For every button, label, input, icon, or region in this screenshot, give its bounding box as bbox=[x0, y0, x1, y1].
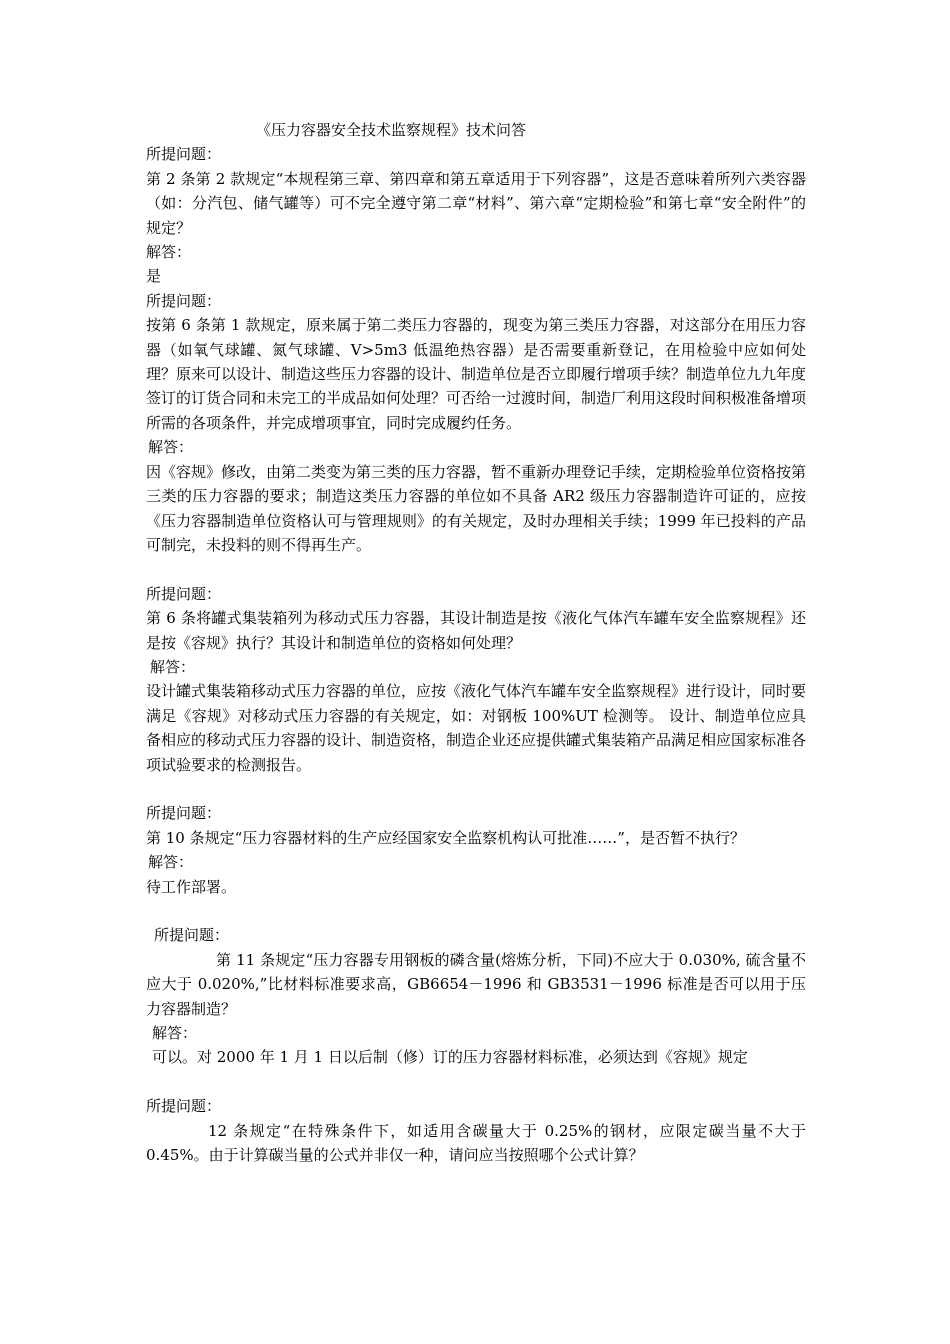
answer-label: 解答： bbox=[152, 1023, 198, 1042]
answer-text: 设计罐式集装箱移动式压力容器的单位，应按《液化气体汽车罐车安全监察规程》进行设计，同时要满足《容规》对移动式压力容器的有关规定，如：对钢板 100%UT 检测等。 设计、制造单位应具备相应的移动式压力容器的设计、制造资格，制造企业还应提供罐式集装箱产品满足相应国家标准各项试验要求的检测报告。 bbox=[146, 682, 807, 774]
question-label: 所提问题： bbox=[146, 804, 222, 823]
answer-label: 解答： bbox=[148, 853, 194, 872]
answer-text: 是 bbox=[146, 267, 162, 286]
paragraph-gap bbox=[146, 557, 806, 581]
question-text: 按第 6 条第 1 款规定，原来属于第二类压力容器的，现变为第三类压力容器，对这部分在用压力容器（如氧气球罐、氮气球罐、V>5m3 低温绝热容器）是否需要重新登记，在用检验中应如何处理？原来可以设计、制造这些压力容器的设计、制造单位是否立即履行增项手续？制造单位九九年度签订的订货合同和未完工的半成品如何处理？可否给一过渡时间，制造厂利用这段时间积极准备增项所需的各项条件，并完成增项事宜，同时完成履约任务。 bbox=[146, 316, 807, 432]
answer-label: 解答： bbox=[148, 438, 194, 457]
answer-text: 因《容规》修改，由第二类变为第三类的压力容器，暂不重新办理登记手续，定期检验单位资格按第三类的压力容器的要求；制造这类压力容器的单位如不具备 AR2 级压力容器制造许可证的，应按《压力容器制造单位资格认可与管理规则》的有关规定，及时办理相关手续；1999 年已投料的产品可制完，未投料的则不得再生产。 bbox=[146, 462, 807, 554]
answer-text: 可以。对 2000 年 1 月 1 日以后制（修）订的压力容器材料标准，必须达到《容规》规定 bbox=[152, 1048, 748, 1067]
question-label: 所提问题： bbox=[146, 145, 222, 164]
paragraph-gap bbox=[146, 899, 806, 923]
answer-text: 待工作部署。 bbox=[146, 877, 237, 896]
question-label: 所提问题： bbox=[146, 291, 222, 310]
question-text-content: 第 6 条将罐式集装箱列为移动式压力容器，其设计制造是按《液化气体汽车罐车安全监察规程》还是按《容规》执行？其设计和制造单位的资格如何处理？ bbox=[146, 609, 806, 652]
question-label: 所提问题： bbox=[146, 1097, 222, 1116]
question-text: 第 11 条规定“压力容器专用钢板的磷含量(熔炼分析，下同)不应大于 0.030%, 硫含量不应大于 0.020%,”比材料标准要求高，GB6654－1996 和 GB3531－1996 标准是否可以用于压力容器制造？ bbox=[146, 950, 806, 1018]
question-text: 12 条规定“在特殊条件下，如适用含碳量大于 0.25%的钢材，应限定碳当量不大于 0.45%。由于计算碳当量的公式并非仅一种，请问应当按照哪个公式计算？ bbox=[146, 1121, 806, 1164]
question-label: 所提问题： bbox=[146, 584, 222, 603]
question-text bbox=[146, 606, 806, 679]
paragraph-gap bbox=[146, 777, 806, 801]
question-text: 第 10 条规定“压力容器材料的生产应经国家安全监察机构认可批准……”，是否暂不执行？ bbox=[146, 828, 745, 847]
paragraph-gap bbox=[146, 1070, 806, 1094]
document-page bbox=[146, 118, 806, 1167]
document-title: 《压力容器安全技术监察规程》技术问答 bbox=[256, 121, 527, 139]
question-text: 第 2 条第 2 款规定“本规程第三章、第四章和第五章适用于下列容器”，这是否意味着所列六类容器（如：分汽包、储气罐等）可不完全遵守第二章“材料”、第六章“定期检验”和第七章“安全附件”的规定？ bbox=[146, 169, 806, 237]
question-label: 所提问题： bbox=[154, 926, 230, 945]
answer-label: 解答： bbox=[146, 243, 192, 262]
answer-label-inline: 解答： bbox=[150, 657, 196, 676]
